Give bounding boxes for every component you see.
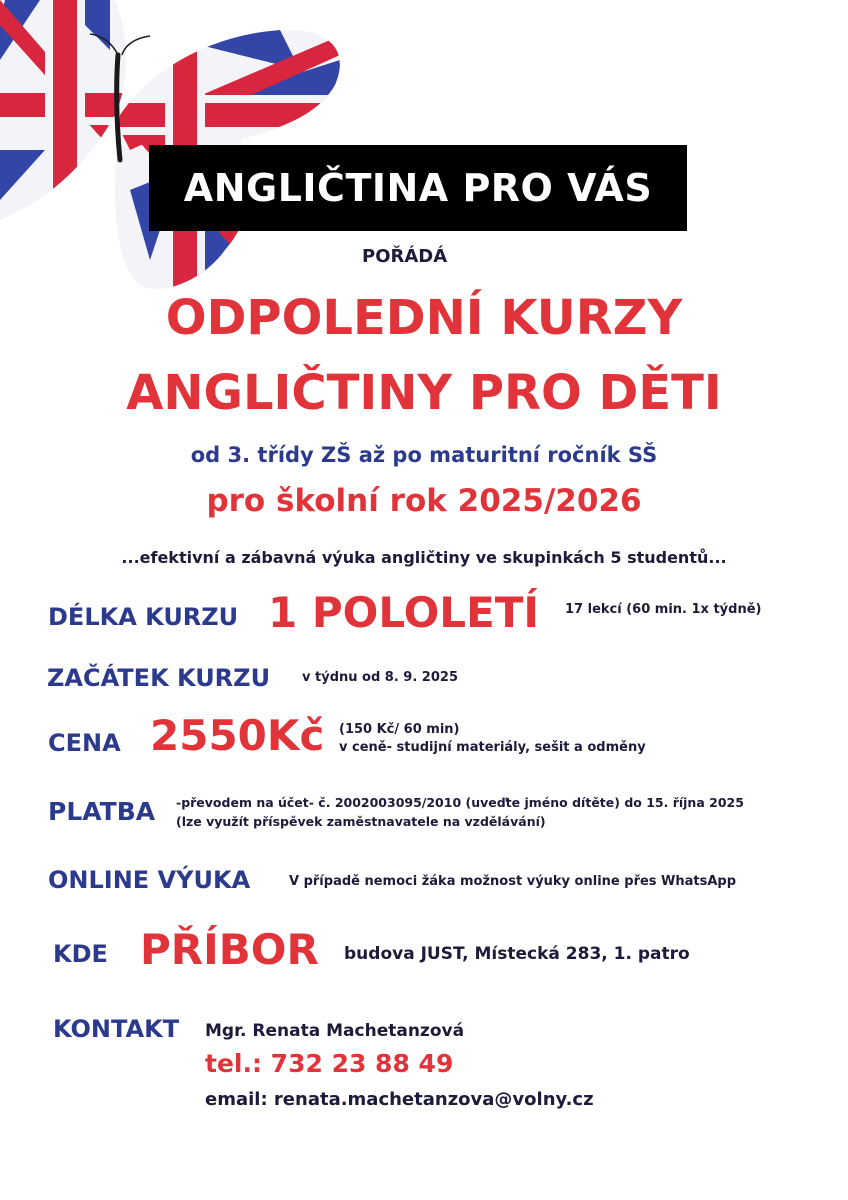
price-label: CENA [48, 729, 121, 757]
online-label: ONLINE VÝUKA [48, 866, 251, 894]
organizes-label: POŘÁDÁ [362, 246, 448, 267]
audience-text: od 3. třídy ZŠ až po maturitní ročník SŠ [190, 443, 658, 467]
payment-note-1: -převodem na účet- č. 2002003095/2010 (uveďte jméno dítěte) do 15. října 2025 [176, 795, 744, 810]
price-note-2: v ceně- studijní materiály, sešit a odměny [339, 740, 646, 755]
payment-note-2: (lze využít příspěvek zaměstnavatele na vzdělávání) [176, 814, 546, 829]
location-label: KDE [53, 940, 108, 968]
headline-line-2: ANGLIČTINY PRO DĚTI [126, 365, 722, 421]
price-value: 2550Kč [150, 711, 325, 760]
price-note-1: (150 Kč/ 60 min) [339, 722, 460, 737]
course-length-note: 17 lekcí (60 min. 1x týdně) [565, 602, 762, 617]
contact-name: Mgr. Renata Machetanzová [205, 1021, 465, 1041]
page-title: ANGLIČTINA PRO VÁS [149, 145, 687, 231]
contact-label: KONTAKT [53, 1015, 180, 1043]
course-start-note: v týdnu od 8. 9. 2025 [302, 670, 458, 685]
course-length-label: DÉLKA KURZU [48, 603, 239, 631]
course-length-value: 1 POLOLETÍ [268, 588, 540, 637]
school-year: pro školní rok 2025/2026 [206, 483, 642, 519]
payment-label: PLATBA [48, 797, 156, 826]
headline-line-1: ODPOLEDNÍ KURZY [165, 290, 683, 346]
contact-phone: tel.: 732 23 88 49 [205, 1049, 454, 1078]
course-start-label: ZAČÁTEK KURZU [47, 664, 271, 692]
tagline: ...efektivní a zábavná výuka angličtiny ve skupinkách 5 studentů... [121, 548, 727, 567]
online-note: V případě nemoci žáka možnost výuky online přes WhatsApp [289, 874, 737, 889]
location-city: PŘÍBOR [140, 925, 319, 974]
location-address: budova JUST, Místecká 283, 1. patro [344, 944, 690, 964]
contact-email: email: renata.machetanzova@volny.cz [205, 1089, 594, 1110]
